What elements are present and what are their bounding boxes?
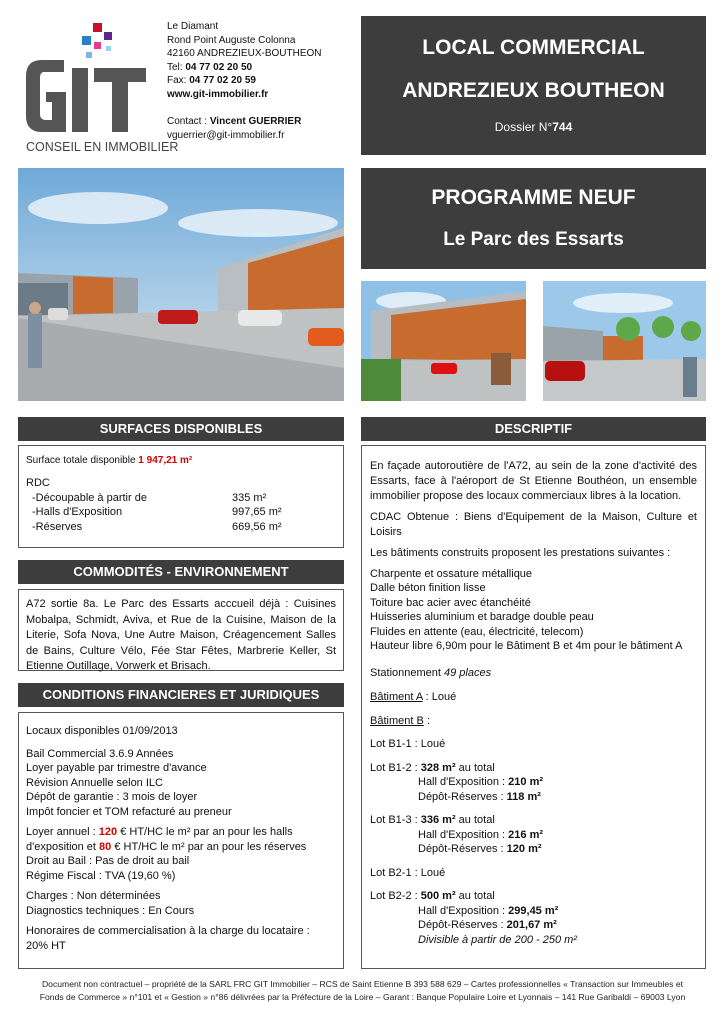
batiment-a: Bâtiment A : Loué [370,691,457,703]
prestation-item: Huisseries aluminium et baradge double peau [370,611,594,623]
lot-b2-2-hall: Hall d'Exposition : 299,45 m² [418,904,559,917]
conditions-honoraires: Honoraires de commercialisation à la charge du locataire : [26,925,310,937]
prestation-item: Dalle béton finition lisse [370,582,486,594]
conditions-honoraires-value: 20% HT [26,939,66,952]
lot-b1-2-hall: Hall d'Exposition : 210 m² [418,776,544,788]
company-contact [167,20,347,142]
batiment-b: Bâtiment B : [370,714,430,727]
commodites-box [18,589,344,671]
programme-title: PROGRAMME NEUF [431,186,636,209]
lot-b2-1: Lot B2-1 : Loué [370,866,446,879]
phone: Tel: 04 77 02 20 50 [167,61,253,73]
lot-b2-2-divisible: Divisible à partir de 200 - 250 m² [418,933,577,946]
surfaces-header: SURFACES DISPONIBLES [18,417,344,441]
contact-email[interactable]: vguerrier@git-immobilier.fr [167,129,285,141]
lot-b2-2: Lot B2-2 : 500 m² au total [370,890,495,902]
surface-row: -Réserves 669,56 m² [32,520,282,533]
footer-line-1: Document non contractuel – propriété de la SARL FRC GIT Immobilier – RCS de Saint Etienne B 393 588 629 – Cartes professionnelles « Transaction sur Immeubles et [41,979,684,989]
descriptif-intro: En façade autoroutière de l'A72, au sein de la zone d'activité des Essarts, face à l'aéroport de St Etienne Bouthéon, un ensemble immobilier propose des locaux commerciaux libres à la location. [370,460,697,502]
conditions-diag: Diagnostics techniques : En Cours [26,904,195,917]
main-photo [18,168,344,401]
conditions-bail-1: Bail Commercial 3.6.9 Années [26,747,174,760]
descriptif-box [361,445,706,969]
header-title-box [361,16,706,155]
surface-total: Surface totale disponible 1 947,21 m² [26,455,193,466]
conditions-dispo: Locaux disponibles 01/09/2013 [26,725,178,737]
address-line-2: Rond Point Auguste Colonna [167,34,296,46]
programme-box [361,168,706,269]
website-link[interactable]: www.git-immobilier.fr [167,88,269,100]
footer-legal [10,978,715,1004]
prestation-item: Toiture bac acier avec étanchéité [370,596,531,609]
git-logo-graphic [20,18,160,158]
surface-row: -Découpable à partir de 335 m² [32,491,267,504]
address-line-3: 42160 ANDREZIEUX-BOUTHEON [167,48,322,59]
header-title-line1: LOCAL COMMERCIAL [422,36,645,59]
commodites-header: COMMODITÉS - ENVIRONNEMENT [18,560,344,584]
prestation-item: Hauteur libre 6,90m pour le Bâtiment B et 4m pour le bâtiment A [370,640,683,652]
prestation-item: Fluides en attente (eau, électricité, telecom) [370,625,584,638]
company-tagline: CONSEIL EN IMMOBILIER [26,140,179,154]
lot-b1-3-reserves: Dépôt-Réserves : 120 m² [418,843,542,855]
conditions-fiscal: Régime Fiscal : TVA (19,60 %) [26,869,176,882]
surface-rdc: RDC [26,477,50,489]
prestation-item: Charpente et ossature métallique [370,567,533,580]
lot-b1-2: Lot B1-2 : 328 m² au total [370,761,495,774]
contact-person: Contact : Vincent GUERRIER [167,116,302,127]
company-logo [20,18,179,158]
conditions-loyer-2: d'exposition et 80 € HT/HC le m² par an pour les réserves [26,840,307,853]
photo-2 [361,281,526,401]
surface-row: -Halls d'Exposition 997,65 m² [32,506,282,518]
lot-b1-3: Lot B1-3 : 336 m² au total [370,814,495,826]
address-line-1: Le Diamant [167,21,219,32]
descriptif-prestations-intro: Les bâtiments construits proposent les prestations suivantes : [370,547,671,559]
conditions-loyer: Loyer annuel : 120 € HT/HC le m² par an pour les halls [26,826,293,838]
conditions-droit: Droit au Bail : Pas de droit au bail [26,855,190,867]
conditions-bail-3: Révision Annuelle selon ILC [26,776,163,789]
conditions-header: CONDITIONS FINANCIERES ET JURIDIQUES [18,683,344,707]
lot-b2-2-reserves: Dépôt-Réserves : 201,67 m² [418,919,557,931]
conditions-bail-5: Impôt foncier et TOM refacturé au preneur [26,805,232,818]
conditions-box [18,712,344,969]
lot-b1-3-hall: Hall d'Exposition : 216 m² [418,828,544,841]
header-title-line2: ANDREZIEUX BOUTHEON [402,79,665,102]
commodites-text: A72 sortie 8a. Le Parc des Essarts acccueil déjà : Cuisines Mobalpa, Schmidt, Aviva, et Rue de la Cuisine, Maison de la Literie, Sofa Nova, Une Autre Maison, Créagencement Salles de Bains, Culture Vélo, Fée Star Fêtes, Marbrerie Keller, St Etienne Outillage, Vorwerk et Brisach. [26,598,336,672]
lot-b1-2-reserves: Dépôt-Réserves : 118 m² [418,790,541,803]
surfaces-box [18,445,344,548]
conditions-bail-4: Dépôt de garantie : 3 mois de loyer [26,791,198,803]
footer-line-2: Fonds de Commerce » n°101 et « Gestion » n°86 délivrées par la Préfecture de la Loire – Garant : Banque Populaire Loire et Lyonnais – 141 Rue Garibaldi – 69003 Lyon [39,992,686,1002]
programme-subtitle: Le Parc des Essarts [443,229,624,250]
lot-b1-1: Lot B1-1 : Loué [370,738,446,750]
dossier-number: Dossier N°744 [494,120,573,134]
descriptif-header: DESCRIPTIF [361,417,706,441]
descriptif-cdac: CDAC Obtenue : Biens d'Equipement de la Maison, Culture et Loisirs [370,511,697,538]
fax: Fax: 04 77 02 20 59 [167,75,256,86]
conditions-bail-2: Loyer payable par trimestre d'avance [26,762,207,774]
descriptif-stationnement: Stationnement 49 places [370,666,492,679]
conditions-charges: Charges : Non déterminées [26,890,161,902]
photo-3 [543,281,706,401]
